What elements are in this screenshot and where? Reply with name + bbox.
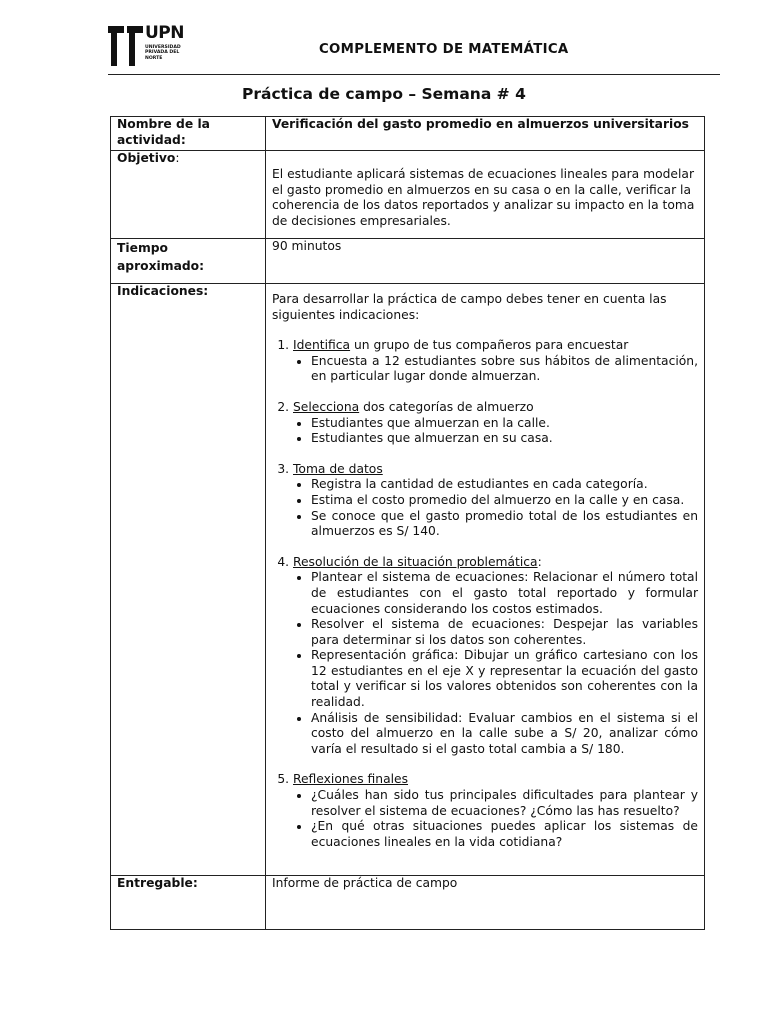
- logo-subtitle: UNIVERSIDAD PRIVADA DEL NORTE: [145, 45, 181, 61]
- step-text: un grupo de tus compañeros para encuestar: [350, 338, 629, 353]
- objective-value-cell: [266, 151, 705, 239]
- activity-table: [110, 116, 705, 930]
- step-bullets: [293, 354, 698, 385]
- step-bullets: [293, 788, 698, 850]
- step-item: [293, 338, 698, 385]
- bullet-item: • Estudiantes que almuerzan en la calle.: [311, 416, 698, 432]
- header-divider: [108, 74, 720, 75]
- step-title: Selecciona: [293, 399, 360, 414]
- table-row: [111, 151, 705, 239]
- activity-label-cell: [111, 117, 266, 151]
- objective-label: Objetivo: [117, 151, 176, 165]
- logo-text: UPN: [145, 23, 184, 43]
- table-row: [111, 284, 705, 876]
- steps-list: [272, 338, 698, 850]
- activity-name: Verificación del gasto promedio en almuerzos universitarios: [272, 117, 690, 131]
- deliverable-label: Entregable:: [117, 876, 198, 890]
- bullet-item: • ¿En qué otras situaciones puedes aplicar los sistemas de ecuaciones lineales en la vida cotidiana?: [311, 819, 698, 850]
- step-item: [293, 400, 698, 447]
- table-row: [111, 239, 705, 284]
- step-item: [293, 772, 698, 850]
- bullet-item: • Se conoce que el gasto promedio total de los estudiantes en almuerzos es S/ 140.: [311, 509, 698, 540]
- course-title: COMPLEMENTO DE MATEMÁTICA: [319, 42, 569, 57]
- bullet-item: • Encuesta a 12 estudiantes sobre sus hábitos de alimentación, en particular lugar donde almuerzan.: [311, 354, 698, 385]
- deliverable-label-cell: [111, 876, 266, 930]
- step-title: Reflexiones finales: [293, 772, 409, 787]
- objective-text: El estudiante aplicará sistemas de ecuaciones lineales para modelar el gasto promedio en almuerzos en su casa o en la calle, verificar la coherencia de los datos reportados y analizar su impacto en la toma de decisiones empresariales.: [272, 167, 695, 228]
- step-text: :: [537, 554, 542, 569]
- bullet-item: • Análisis de sensibilidad: Evaluar cambios en el sistema si el costo del almuerzo en la calle sube a S/ 20, analizar cómo varía el resultado si el gasto total cambia a S/ 180.: [311, 711, 698, 758]
- indications-label-cell: [111, 284, 266, 876]
- upn-logo: [108, 24, 188, 68]
- indications-intro: Para desarrollar la práctica de campo debes tener en cuenta las siguientes indicaciones:: [272, 292, 667, 322]
- time-value-cell: [266, 239, 705, 284]
- page-title: Práctica de campo – Semana # 4: [242, 85, 526, 103]
- step-title: Identifica: [293, 338, 351, 353]
- step-item: [293, 462, 698, 540]
- bullet-item: • Estudiantes que almuerzan en su casa.: [311, 431, 698, 447]
- bullet-item: • Estima el costo promedio del almuerzo en la calle y en casa.: [311, 493, 698, 509]
- bullet-item: • Registra la cantidad de estudiantes en cada categoría.: [311, 477, 698, 493]
- time-label-line2: aproximado:: [117, 259, 205, 273]
- page-header: [0, 0, 768, 78]
- step-bullets: [293, 570, 698, 757]
- step-bullets: [293, 416, 698, 447]
- deliverable-value-cell: [266, 876, 705, 930]
- indications-value-cell: [266, 284, 705, 876]
- table-row: [111, 117, 705, 151]
- bullet-item: • Resolver el sistema de ecuaciones: Despejar las variables para determinar si los datos son coherentes.: [311, 617, 698, 648]
- table-row: [111, 876, 705, 930]
- time-value: 90 minutos: [272, 239, 342, 253]
- bullet-item: • ¿Cuáles han sido tus principales dificultades para plantear y resolver el sistema de ecuaciones? ¿Cómo las has resuelto?: [311, 788, 698, 819]
- step-title: Toma de datos: [293, 461, 383, 476]
- step-item: [293, 555, 698, 758]
- bullet-item: • Plantear el sistema de ecuaciones: Relacionar el número total de estudiantes con el gasto total reportado y formular ecuaciones considerando los costos estimados.: [311, 570, 698, 617]
- deliverable-value: Informe de práctica de campo: [272, 876, 458, 890]
- time-label-cell: [111, 239, 266, 284]
- objective-label-cell: [111, 151, 266, 239]
- upn-logo-icon: [108, 24, 144, 66]
- indications-label: Indicaciones:: [117, 284, 209, 298]
- objective-label-colon: :: [175, 151, 180, 165]
- time-label-line1: Tiempo: [117, 241, 169, 255]
- step-title: Resolución de la situación problemática: [293, 554, 538, 569]
- step-text: dos categorías de almuerzo: [359, 399, 534, 414]
- activity-value-cell: [266, 117, 705, 151]
- activity-label: Nombre de la actividad:: [117, 117, 210, 147]
- bullet-item: • Representación gráfica: Dibujar un gráfico cartesiano con los 12 estudiantes en el eje X y representar la ecuación del gasto total y verificar si los valores obtenidos son coherentes con la realidad.: [311, 648, 698, 710]
- step-bullets: [293, 477, 698, 539]
